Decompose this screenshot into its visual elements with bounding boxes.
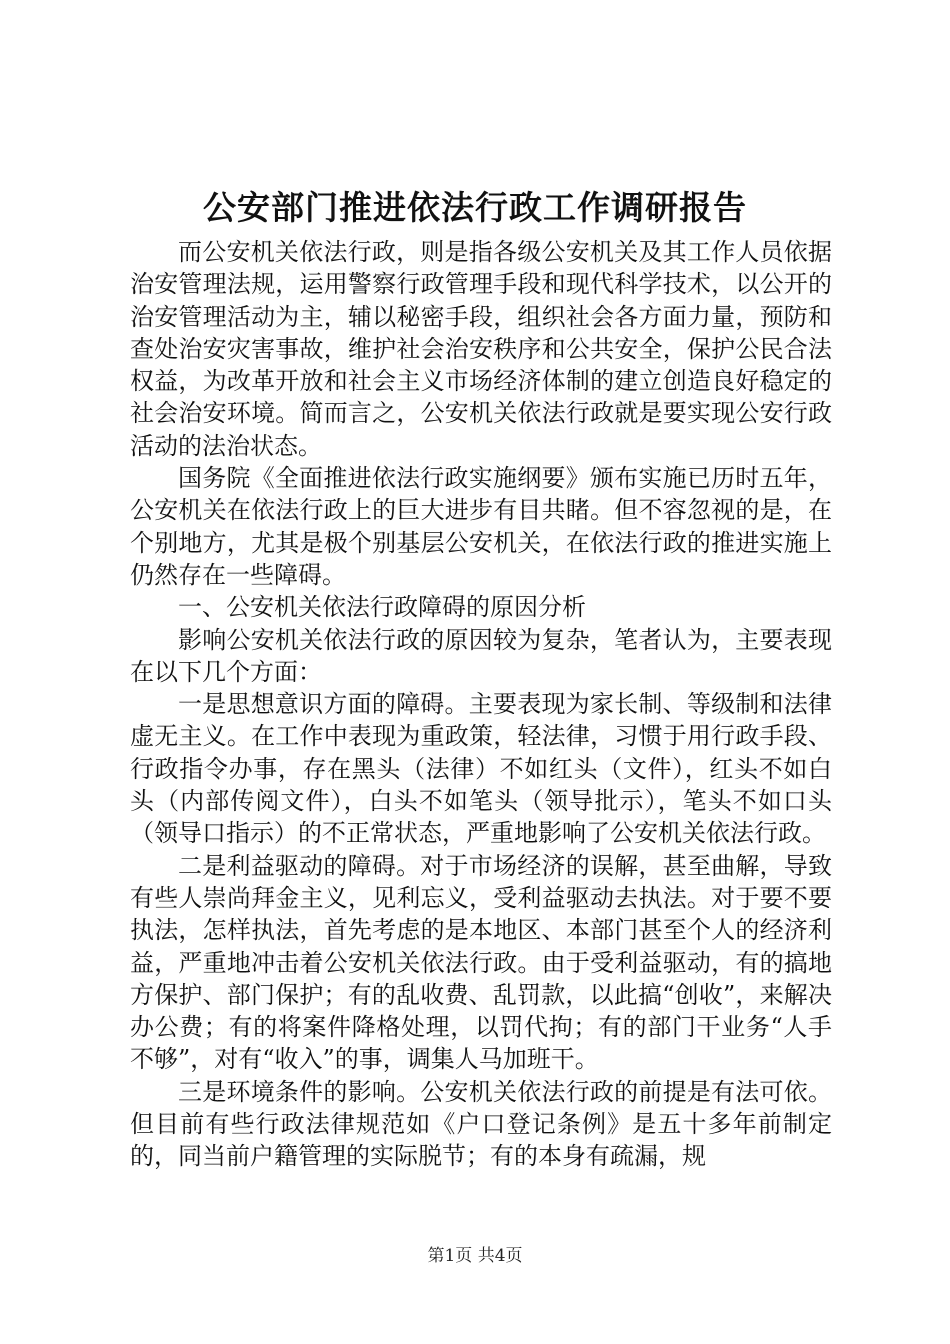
page-number-footer: 第1页 共4页 [427,1246,523,1266]
section-heading-cause-analysis: 一、公安机关依法行政障碍的原因分析 [178,593,586,622]
paragraph-intro-factors: 影响公安机关依法行政的原因较为复杂，笔者认为，主要表现在以下几个方面： [130,625,832,686]
paragraph-background: 国务院《全面推进依法行政实施纲要》颁布实施已历时五年，公安机关在依法行政上的巨大进步有目共睹。但不容忽视的是，在个别地方，尤其是极个别基层公安机关，在依法行政的推进实施上仍然存在一些障碍。 [130,464,832,589]
paragraph-definition: 而公安机关依法行政，则是指各级公安机关及其工作人员依据治安管理法规，运用警察行政管理手段和现代科学技术，以公开的治安管理活动为主，辅以秘密手段，组织社会各方面力量，预防和查处治安灾害事故，维护社会治安秩序和公共安全，保护公民合法权益，为改革开放和社会主义市场经济体制的建立创造良好稳定的社会治安环境。简而言之，公安机关依法行政就是要实现公安行政活动的法治状态。 [130,238,832,460]
paragraph-interest-barrier: 二是利益驱动的障碍。对于市场经济的误解，甚至曲解，导致有些人崇尚拜金主义，见利忘义，受利益驱动去执法。对于要不要执法，怎样执法，首先考虑的是本地区、本部门甚至个人的经济利益，严重地冲击着公安机关依法行政。由于受利益驱动，有的搞地方保护、部门保护；有的乱收费、乱罚款，以此搞“创收”，来解决办公费；有的将案件降格处理，以罚代拘；有的部门干业务“人手不够”，对有“收入”的事，调集人马加班干。 [130,851,832,1074]
document-body [130,236,832,1173]
paragraph-ideology-barrier: 一是思想意识方面的障碍。主要表现为家长制、等级制和法律虚无主义。在工作中表现为重政策，轻法律，习惯于用行政手段、行政指令办事，存在黑头（法律）不如红头（文件），红头不如白头（内部传阅文件），白头不如笔头（领导批示），笔头不如口头（领导口指示）的不正常状态，严重地影响了公安机关依法行政。 [130,690,832,848]
paragraph-environment-factor: 三是环境条件的影响。公安机关依法行政的前提是有法可依。但目前有些行政法律规范如《户口登记条例》是五十多年前制定的，同当前户籍管理的实际脱节；有的本身有疏漏，规 [130,1077,832,1171]
page-title: 公安部门推进依法行政工作调研报告 [203,188,747,227]
